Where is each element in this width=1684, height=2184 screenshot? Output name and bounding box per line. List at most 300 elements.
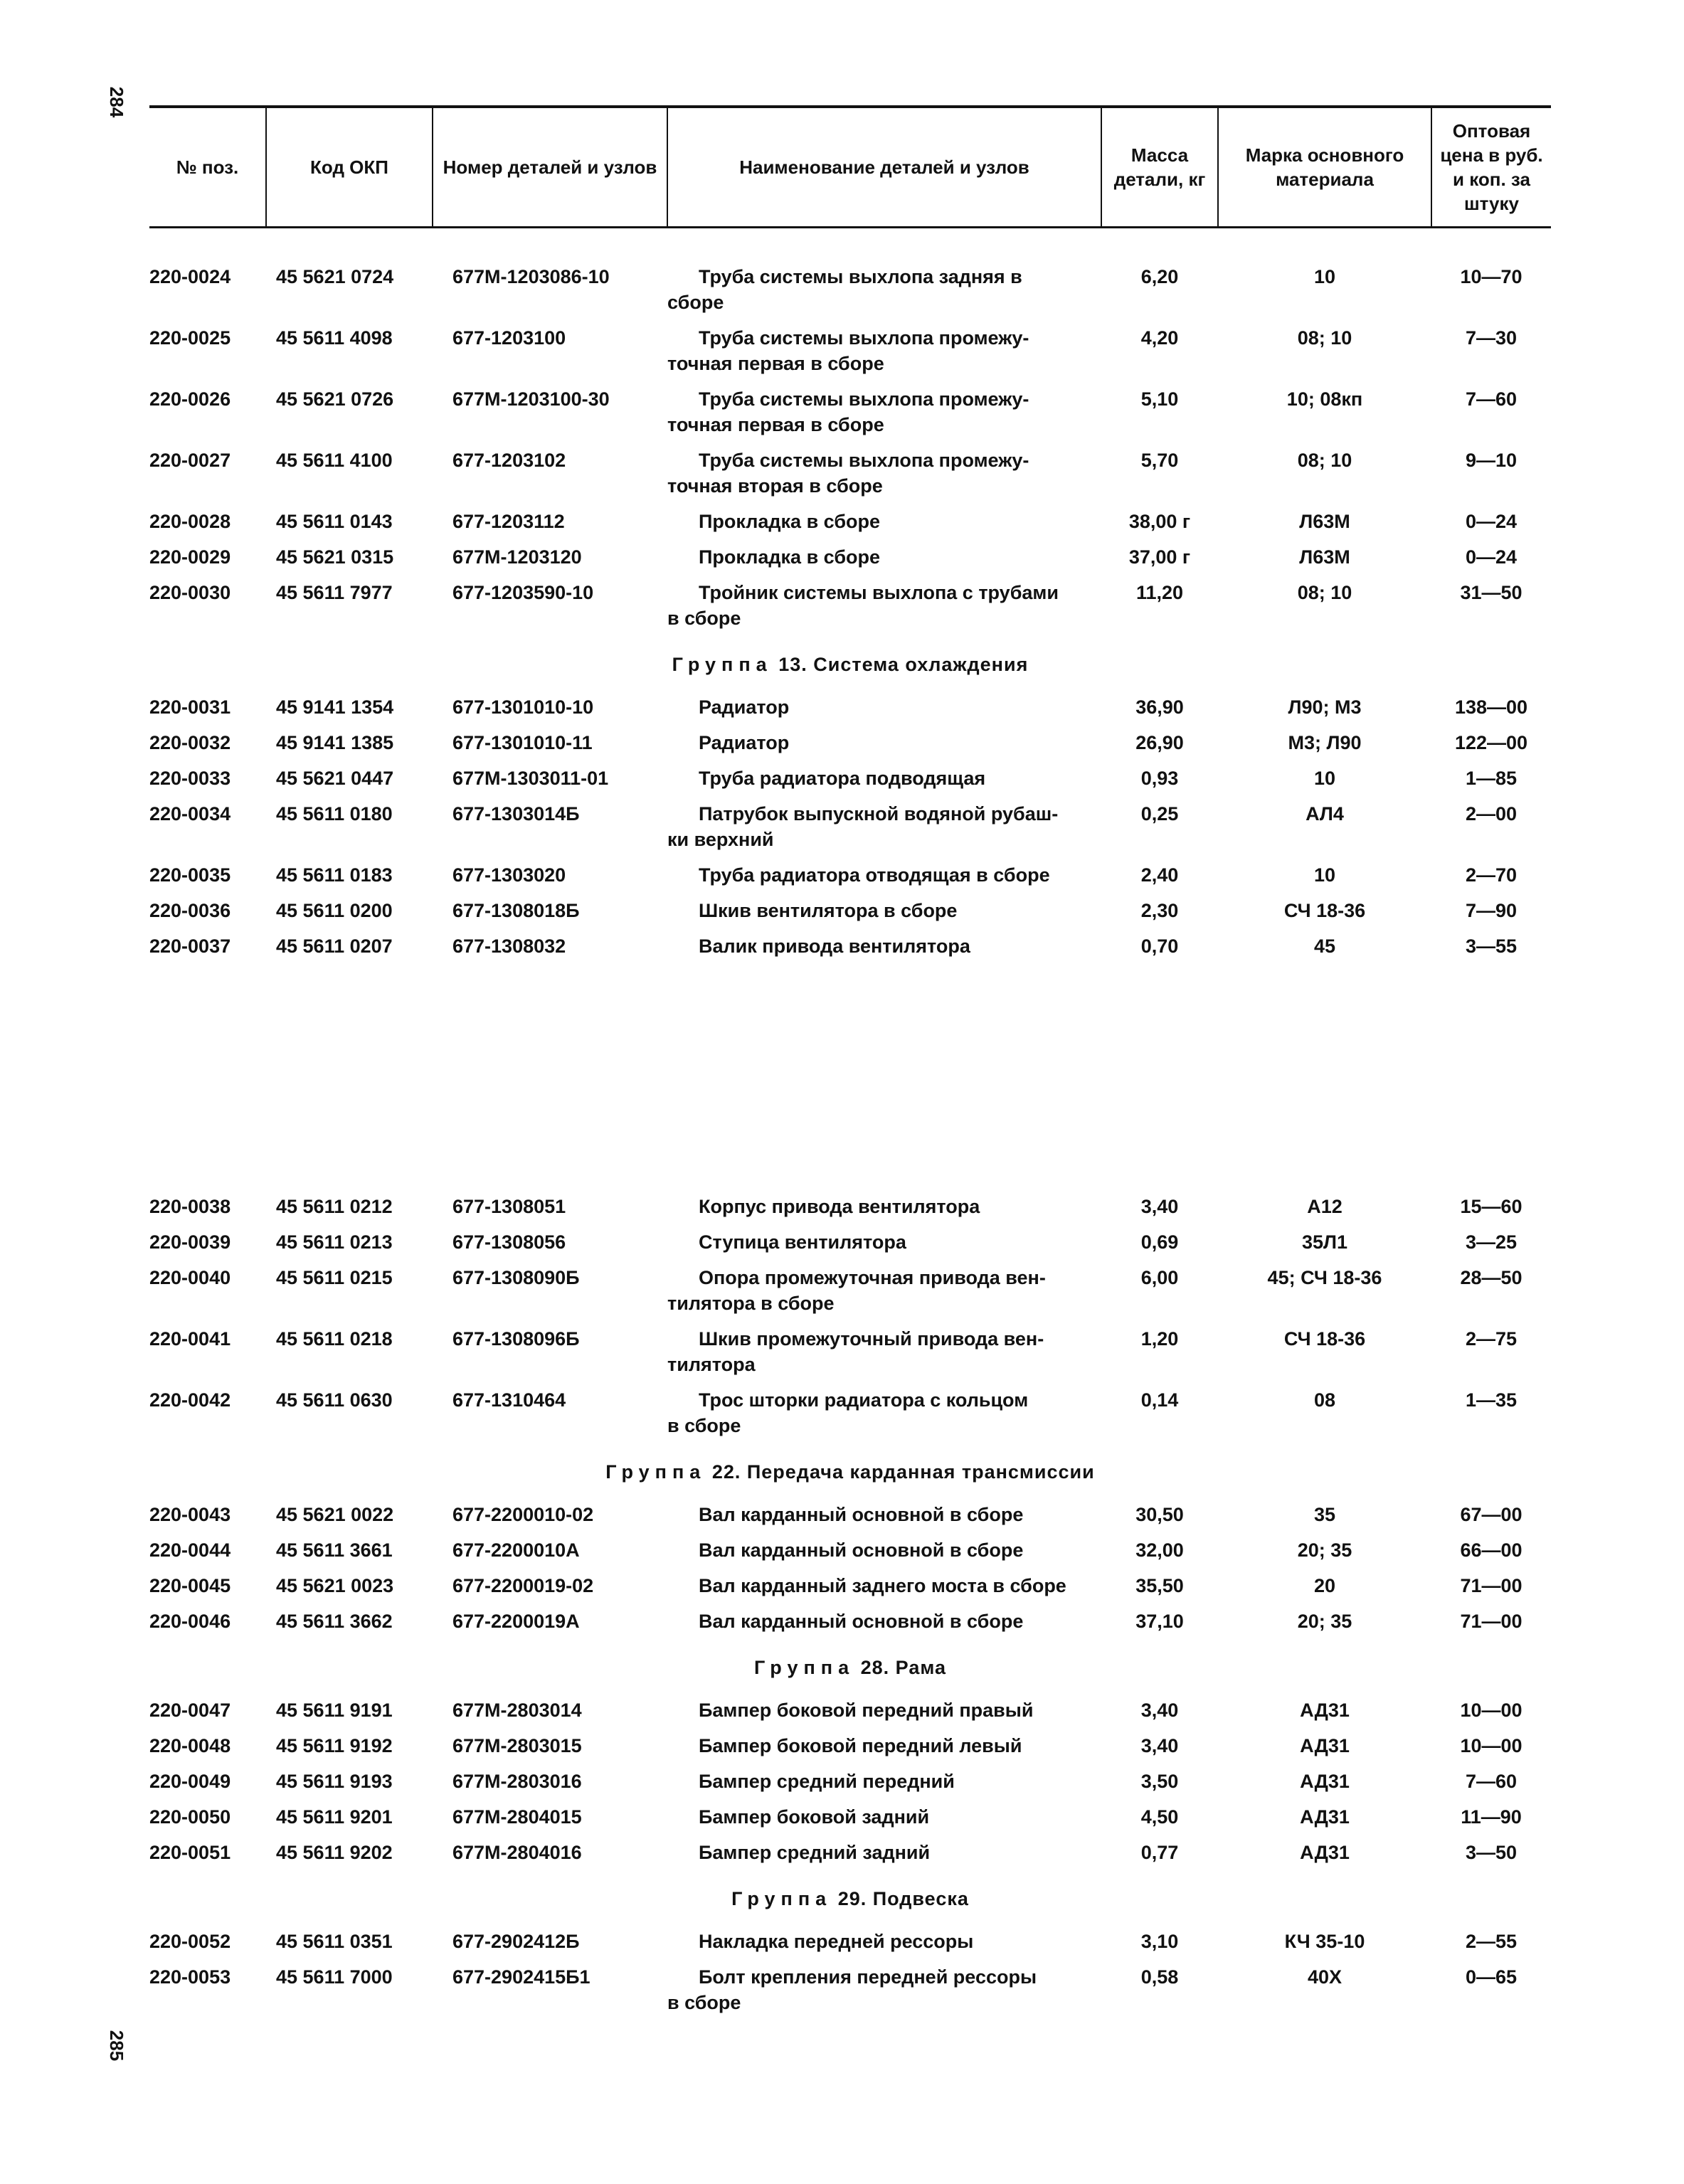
row-name — [667, 264, 1101, 325]
row-okp: 45 5611 0218 — [276, 1328, 393, 1350]
row-pos: 220-0048 — [149, 1735, 231, 1756]
row-part-number: 677-1303014Б — [452, 803, 580, 825]
row-price: 7—90 — [1465, 900, 1518, 921]
row-okp: 45 5611 0212 — [276, 1196, 393, 1217]
table-row — [149, 580, 1551, 641]
row-part-number: 677М-1303011-01 — [452, 768, 609, 789]
row-pos: 220-0040 — [149, 1267, 231, 1288]
row-material: СЧ 18-36 — [1283, 1328, 1366, 1350]
row-mass: 0,25 — [1140, 803, 1179, 825]
row-part-number: 677М-2804015 — [452, 1806, 582, 1828]
row-price: 3—25 — [1465, 1231, 1518, 1253]
table-header — [149, 108, 1551, 228]
table-row — [149, 1265, 1551, 1326]
row-okp: 45 5611 9201 — [276, 1806, 393, 1828]
row-pos: 220-0025 — [149, 327, 231, 349]
row-material: М3; Л90 — [1288, 732, 1362, 753]
table-row — [149, 694, 1551, 730]
row-material: 08; 10 — [1297, 327, 1352, 349]
row-name-line2: точная первая в сборе — [667, 353, 884, 374]
row-name — [667, 325, 1101, 386]
row-pos: 220-0049 — [149, 1771, 231, 1792]
row-part-number: 677-2200010-02 — [452, 1504, 594, 1525]
row-pos: 220-0033 — [149, 768, 231, 789]
row-name — [667, 580, 1101, 641]
row-name — [667, 1804, 1101, 1840]
row-mass: 30,50 — [1135, 1504, 1184, 1525]
row-okp: 45 5611 7000 — [276, 1966, 393, 1988]
row-price: 15—60 — [1460, 1196, 1523, 1217]
row-okp: 45 5611 9202 — [276, 1842, 393, 1863]
row-price: 67—00 — [1460, 1504, 1523, 1525]
row-name-line2: сборе — [667, 292, 724, 313]
group-title: 28. Рама — [860, 1657, 946, 1678]
row-mass: 3,40 — [1140, 1735, 1179, 1756]
header-name: Наименование деталей и узлов — [667, 108, 1101, 228]
header-material: Марка основного материала — [1218, 108, 1431, 228]
row-mass: 3,40 — [1140, 1700, 1179, 1721]
row-name — [667, 1697, 1101, 1733]
row-name-line1: Радиатор — [699, 696, 790, 718]
row-name — [667, 765, 1101, 801]
table-row — [149, 1387, 1551, 1448]
row-okp: 45 5611 0143 — [276, 511, 393, 532]
row-pos: 220-0045 — [149, 1575, 231, 1596]
row-name — [667, 1608, 1101, 1644]
row-material: 08; 10 — [1297, 582, 1352, 603]
row-name-line1: Труба системы выхлопа промежу- — [699, 388, 1029, 410]
row-pos: 220-0032 — [149, 732, 231, 753]
table-row — [149, 1769, 1551, 1804]
section-table — [149, 1502, 1551, 1644]
row-name-line2: в сборе — [667, 608, 741, 629]
section-table — [149, 264, 1551, 641]
row-part-number: 677М-1203086-10 — [452, 266, 610, 287]
row-material: А12 — [1307, 1196, 1343, 1217]
row-price: 0—24 — [1465, 546, 1518, 568]
row-okp: 45 5621 0447 — [276, 768, 394, 789]
row-name — [667, 1537, 1101, 1573]
row-price: 7—30 — [1465, 327, 1518, 349]
table-row — [149, 801, 1551, 862]
row-mass: 0,69 — [1140, 1231, 1179, 1253]
row-price: 7—60 — [1465, 388, 1518, 410]
row-mass: 32,00 — [1135, 1539, 1184, 1561]
row-price: 0—65 — [1465, 1966, 1518, 1988]
table-row — [149, 933, 1551, 969]
row-material: 08; 10 — [1297, 450, 1352, 471]
row-okp: 45 9141 1385 — [276, 732, 394, 753]
row-price: 3—50 — [1465, 1842, 1518, 1863]
table-row — [149, 1573, 1551, 1608]
row-price: 66—00 — [1460, 1539, 1523, 1561]
row-name — [667, 1929, 1101, 1964]
table-row — [149, 509, 1551, 544]
row-pos: 220-0036 — [149, 900, 231, 921]
row-part-number: 677-1308096Б — [452, 1328, 580, 1350]
row-part-number: 677-1203590-10 — [452, 582, 594, 603]
row-mass: 26,90 — [1135, 732, 1184, 753]
header-price: Оптовая цена в руб. и коп. за штуку — [1431, 108, 1551, 228]
row-mass: 4,20 — [1140, 327, 1179, 349]
header-okp: Код ОКП — [266, 108, 433, 228]
row-name — [667, 1840, 1101, 1875]
row-pos: 220-0034 — [149, 803, 231, 825]
row-pos: 220-0037 — [149, 935, 231, 957]
row-material: 20 — [1313, 1575, 1336, 1596]
row-material: 45; СЧ 18-36 — [1267, 1267, 1382, 1288]
row-okp: 45 5611 0180 — [276, 803, 393, 825]
header-part-number: Номер деталей и узлов — [433, 108, 667, 228]
table-row — [149, 264, 1551, 325]
row-name-line1: Шкив вентилятора в сборе — [699, 900, 958, 921]
row-mass: 37,00 г — [1128, 546, 1191, 568]
row-name — [667, 1194, 1101, 1229]
row-material: Л90; М3 — [1288, 696, 1362, 718]
row-name-line1: Труба системы выхлопа промежу- — [699, 450, 1029, 471]
row-name-line1: Бампер средний передний — [699, 1771, 955, 1792]
row-okp: 45 9141 1354 — [276, 696, 394, 718]
row-okp: 45 5611 9192 — [276, 1735, 393, 1756]
row-pos: 220-0024 — [149, 266, 231, 287]
row-name-line1: Корпус привода вентилятора — [699, 1196, 980, 1217]
row-material: АЛ4 — [1306, 803, 1344, 825]
row-material: 10; 08кп — [1286, 388, 1363, 410]
table-row — [149, 447, 1551, 509]
row-name-line1: Труба системы выхлопа задняя в — [699, 266, 1022, 287]
row-name-line1: Бампер боковой передний правый — [699, 1700, 1034, 1721]
section-table — [149, 1697, 1551, 1875]
row-material: 10 — [1313, 864, 1336, 886]
row-material: АД31 — [1300, 1771, 1350, 1792]
row-part-number: 677-2200019-02 — [452, 1575, 594, 1596]
row-pos: 220-0046 — [149, 1611, 231, 1632]
row-pos: 220-0028 — [149, 511, 231, 532]
row-mass: 2,30 — [1140, 900, 1179, 921]
row-name-line1: Опора промежуточная привода вен- — [699, 1267, 1046, 1288]
row-name — [667, 509, 1101, 544]
row-name — [667, 898, 1101, 933]
row-mass: 3,10 — [1140, 1931, 1179, 1952]
row-mass: 0,14 — [1140, 1389, 1179, 1411]
row-name-line2: тилятора в сборе — [667, 1293, 835, 1314]
table-row — [149, 1929, 1551, 1964]
row-okp: 45 5621 0726 — [276, 388, 394, 410]
row-name-line1: Труба радиатора отводящая в сборе — [699, 864, 1050, 886]
table-row — [149, 1194, 1551, 1229]
price-list-document — [149, 105, 1551, 2025]
table-row — [149, 1502, 1551, 1537]
table-row — [149, 1326, 1551, 1387]
row-okp: 45 5611 3661 — [276, 1539, 393, 1561]
group-word: Группа — [605, 1461, 706, 1483]
row-part-number: 677-1308056 — [452, 1231, 566, 1253]
row-price: 7—60 — [1465, 1771, 1518, 1792]
table-row — [149, 765, 1551, 801]
table-row — [149, 544, 1551, 580]
table-row — [149, 1229, 1551, 1265]
row-name — [667, 544, 1101, 580]
row-mass: 0,58 — [1140, 1966, 1179, 1988]
row-material: АД31 — [1300, 1842, 1350, 1863]
section-table — [149, 694, 1551, 969]
row-okp: 45 5611 4098 — [276, 327, 393, 349]
header-mass: Масса детали, кг — [1101, 108, 1218, 228]
row-material: 35Л1 — [1302, 1231, 1347, 1253]
row-pos: 220-0031 — [149, 696, 231, 718]
row-part-number: 677-1203112 — [452, 511, 565, 532]
row-mass: 0,77 — [1140, 1842, 1179, 1863]
row-material: АД31 — [1300, 1806, 1350, 1828]
row-name — [667, 933, 1101, 969]
row-mass: 5,70 — [1140, 450, 1179, 471]
row-name — [667, 1229, 1101, 1265]
row-price: 71—00 — [1460, 1611, 1523, 1632]
row-price: 0—24 — [1465, 511, 1518, 532]
row-okp: 45 5611 9191 — [276, 1700, 393, 1721]
row-material: 10 — [1313, 266, 1336, 287]
row-price: 71—00 — [1460, 1575, 1523, 1596]
row-okp: 45 5621 0023 — [276, 1575, 394, 1596]
row-name-line1: Вал карданный заднего моста в сборе — [699, 1575, 1066, 1596]
row-okp: 45 5611 0213 — [276, 1231, 393, 1253]
page-number-bottom: 285 — [106, 2030, 128, 2062]
row-mass: 2,40 — [1140, 864, 1179, 886]
row-name — [667, 1964, 1101, 2025]
row-price: 122—00 — [1454, 732, 1528, 753]
row-pos: 220-0047 — [149, 1700, 231, 1721]
row-part-number: 677-1308018Б — [452, 900, 580, 921]
row-name-line1: Бампер боковой передний левый — [699, 1735, 1022, 1756]
row-okp: 45 5611 9193 — [276, 1771, 393, 1792]
row-pos: 220-0027 — [149, 450, 231, 471]
row-price: 28—50 — [1460, 1267, 1523, 1288]
row-part-number: 677-2902412Б — [452, 1931, 580, 1952]
row-price: 31—50 — [1460, 582, 1523, 603]
row-pos: 220-0029 — [149, 546, 231, 568]
table-row — [149, 1804, 1551, 1840]
row-material: 20; 35 — [1297, 1611, 1352, 1632]
row-part-number: 677-2902415Б1 — [452, 1966, 591, 1988]
row-pos: 220-0053 — [149, 1966, 231, 1988]
row-name-line1: Прокладка в сборе — [699, 511, 881, 532]
row-price: 2—55 — [1465, 1931, 1518, 1952]
row-price: 1—35 — [1465, 1389, 1518, 1411]
row-part-number: 677-1301010-11 — [452, 732, 593, 753]
row-part-number: 677-1301010-10 — [452, 696, 594, 718]
row-part-number: 677-2200010А — [452, 1539, 580, 1561]
row-name-line2: в сборе — [667, 1992, 741, 2013]
page-number-top: 284 — [106, 86, 128, 118]
row-name-line1: Прокладка в сборе — [699, 546, 881, 568]
row-name-line2: точная первая в сборе — [667, 414, 884, 435]
table-row — [149, 1537, 1551, 1573]
row-material: 08 — [1313, 1389, 1336, 1411]
row-name-line1: Вал карданный основной в сборе — [699, 1539, 1024, 1561]
row-pos: 220-0043 — [149, 1504, 231, 1525]
row-okp: 45 5611 0351 — [276, 1931, 393, 1952]
row-mass: 36,90 — [1135, 696, 1184, 718]
row-price: 11—90 — [1461, 1806, 1522, 1828]
row-okp: 45 5621 0724 — [276, 266, 394, 287]
row-mass: 6,00 — [1140, 1267, 1179, 1288]
row-material: АД31 — [1300, 1735, 1350, 1756]
row-okp: 45 5611 3662 — [276, 1611, 393, 1632]
row-material: 10 — [1313, 768, 1336, 789]
row-price: 9—10 — [1465, 450, 1518, 471]
row-mass: 0,93 — [1140, 768, 1179, 789]
row-mass: 6,20 — [1140, 266, 1179, 287]
row-material: Л63М — [1299, 511, 1350, 532]
row-price: 10—00 — [1460, 1700, 1523, 1721]
row-part-number: 677М-2803016 — [452, 1771, 582, 1792]
row-okp: 45 5611 7977 — [276, 582, 393, 603]
row-okp: 45 5621 0315 — [276, 546, 394, 568]
row-price: 1—85 — [1465, 768, 1518, 789]
row-name-line1: Шкив промежуточный привода вен- — [699, 1328, 1044, 1350]
table-row — [149, 325, 1551, 386]
row-name — [667, 862, 1101, 898]
row-pos: 220-0042 — [149, 1389, 231, 1411]
row-name — [667, 1326, 1101, 1387]
row-name — [667, 694, 1101, 730]
row-name-line2: точная вторая в сборе — [667, 475, 883, 497]
row-name — [667, 801, 1101, 862]
group-heading — [149, 641, 1551, 694]
row-mass: 38,00 г — [1128, 511, 1191, 532]
row-material: 20; 35 — [1297, 1539, 1352, 1561]
row-okp: 45 5611 0215 — [276, 1267, 393, 1288]
row-mass: 11,20 — [1135, 582, 1184, 603]
row-name — [667, 1769, 1101, 1804]
table-row — [149, 1840, 1551, 1875]
row-price: 3—55 — [1465, 935, 1518, 957]
row-mass: 35,50 — [1135, 1575, 1184, 1596]
row-name-line2: ки верхний — [667, 829, 774, 850]
row-pos: 220-0035 — [149, 864, 231, 886]
row-material: 40Х — [1307, 1966, 1343, 1988]
row-part-number: 677-1203102 — [452, 450, 566, 471]
group-heading — [149, 1448, 1551, 1502]
row-name — [667, 1573, 1101, 1608]
row-okp: 45 5621 0022 — [276, 1504, 394, 1525]
row-part-number: 677-1203100 — [452, 327, 566, 349]
section-table — [149, 1194, 1551, 1448]
header-pos: № поз. — [176, 157, 239, 178]
row-part-number: 677-1308051 — [452, 1196, 566, 1217]
row-name-line1: Труба радиатора подводящая — [699, 768, 986, 789]
table-row — [149, 862, 1551, 898]
table-row — [149, 1608, 1551, 1644]
group-title: 29. Подвеска — [837, 1888, 969, 1909]
table-row — [149, 1964, 1551, 2025]
section-table — [149, 1929, 1551, 2025]
row-name-line1: Труба системы выхлопа промежу- — [699, 327, 1029, 349]
row-name-line1: Болт крепления передней рессоры — [699, 1966, 1037, 1988]
row-price: 10—00 — [1460, 1735, 1523, 1756]
group-title: 13. Система охлаждения — [778, 654, 1029, 675]
row-name — [667, 447, 1101, 509]
group-title: 22. Передача карданная трансмиссии — [711, 1461, 1095, 1483]
row-material: 35 — [1313, 1504, 1336, 1525]
row-part-number: 677-1308090Б — [452, 1267, 580, 1288]
row-name-line1: Вал карданный основной в сборе — [699, 1611, 1024, 1632]
row-mass: 0,70 — [1140, 935, 1179, 957]
row-name-line1: Валик привода вентилятора — [699, 935, 970, 957]
row-name — [667, 386, 1101, 447]
row-part-number: 677М-2803014 — [452, 1700, 582, 1721]
row-okp: 45 5611 0183 — [276, 864, 393, 886]
row-mass: 5,10 — [1140, 388, 1179, 410]
row-name-line1: Бампер боковой задний — [699, 1806, 930, 1828]
table-row — [149, 1697, 1551, 1733]
row-part-number: 677-1310464 — [452, 1389, 566, 1411]
row-part-number: 677-1303020 — [452, 864, 566, 886]
row-name — [667, 1733, 1101, 1769]
row-name — [667, 730, 1101, 765]
table-row — [149, 386, 1551, 447]
group-word: Группа — [672, 654, 773, 675]
row-part-number: 677М-1203120 — [452, 546, 582, 568]
row-name-line1: Бампер средний задний — [699, 1842, 931, 1863]
row-name-line1: Патрубок выпускной водяной рубаш- — [699, 803, 1059, 825]
row-price: 2—70 — [1465, 864, 1518, 886]
row-part-number: 677М-1203100-30 — [452, 388, 610, 410]
row-pos: 220-0041 — [149, 1328, 231, 1350]
row-name-line1: Накладка передней рессоры — [699, 1931, 974, 1952]
row-price: 138—00 — [1454, 696, 1528, 718]
row-part-number: 677М-2804016 — [452, 1842, 582, 1863]
row-material: АД31 — [1300, 1700, 1350, 1721]
row-mass: 3,50 — [1140, 1771, 1179, 1792]
row-pos: 220-0038 — [149, 1196, 231, 1217]
row-pos: 220-0050 — [149, 1806, 231, 1828]
row-mass: 4,50 — [1140, 1806, 1179, 1828]
row-okp: 45 5611 0630 — [276, 1389, 393, 1411]
row-mass: 3,40 — [1140, 1196, 1179, 1217]
row-pos: 220-0039 — [149, 1231, 231, 1253]
group-heading — [149, 1875, 1551, 1929]
row-material: Л63М — [1299, 546, 1350, 568]
row-part-number: 677-2200019А — [452, 1611, 580, 1632]
row-okp: 45 5611 4100 — [276, 450, 393, 471]
table-body — [149, 264, 1551, 2025]
row-pos: 220-0051 — [149, 1842, 231, 1863]
row-name-line1: Трос шторки радиатора с кольцом — [699, 1389, 1029, 1411]
row-name-line2: тилятора — [667, 1354, 756, 1375]
row-price: 10—70 — [1460, 266, 1523, 287]
row-price: 2—00 — [1465, 803, 1518, 825]
table-row — [149, 1733, 1551, 1769]
page-gap — [149, 969, 1551, 1194]
table-row — [149, 898, 1551, 933]
row-name-line1: Ступица вентилятора — [699, 1231, 906, 1253]
row-pos: 220-0030 — [149, 582, 231, 603]
row-name — [667, 1387, 1101, 1448]
row-okp: 45 5611 0200 — [276, 900, 393, 921]
group-word: Группа — [731, 1888, 832, 1909]
group-heading — [149, 1644, 1551, 1697]
group-word: Группа — [754, 1657, 855, 1678]
table-row — [149, 730, 1551, 765]
row-name-line2: в сборе — [667, 1415, 741, 1436]
row-mass: 1,20 — [1140, 1328, 1179, 1350]
row-name-line1: Радиатор — [699, 732, 790, 753]
row-name — [667, 1265, 1101, 1326]
row-name-line1: Тройник системы выхлопа с трубами — [699, 582, 1059, 603]
row-pos: 220-0026 — [149, 388, 231, 410]
row-mass: 37,10 — [1135, 1611, 1184, 1632]
